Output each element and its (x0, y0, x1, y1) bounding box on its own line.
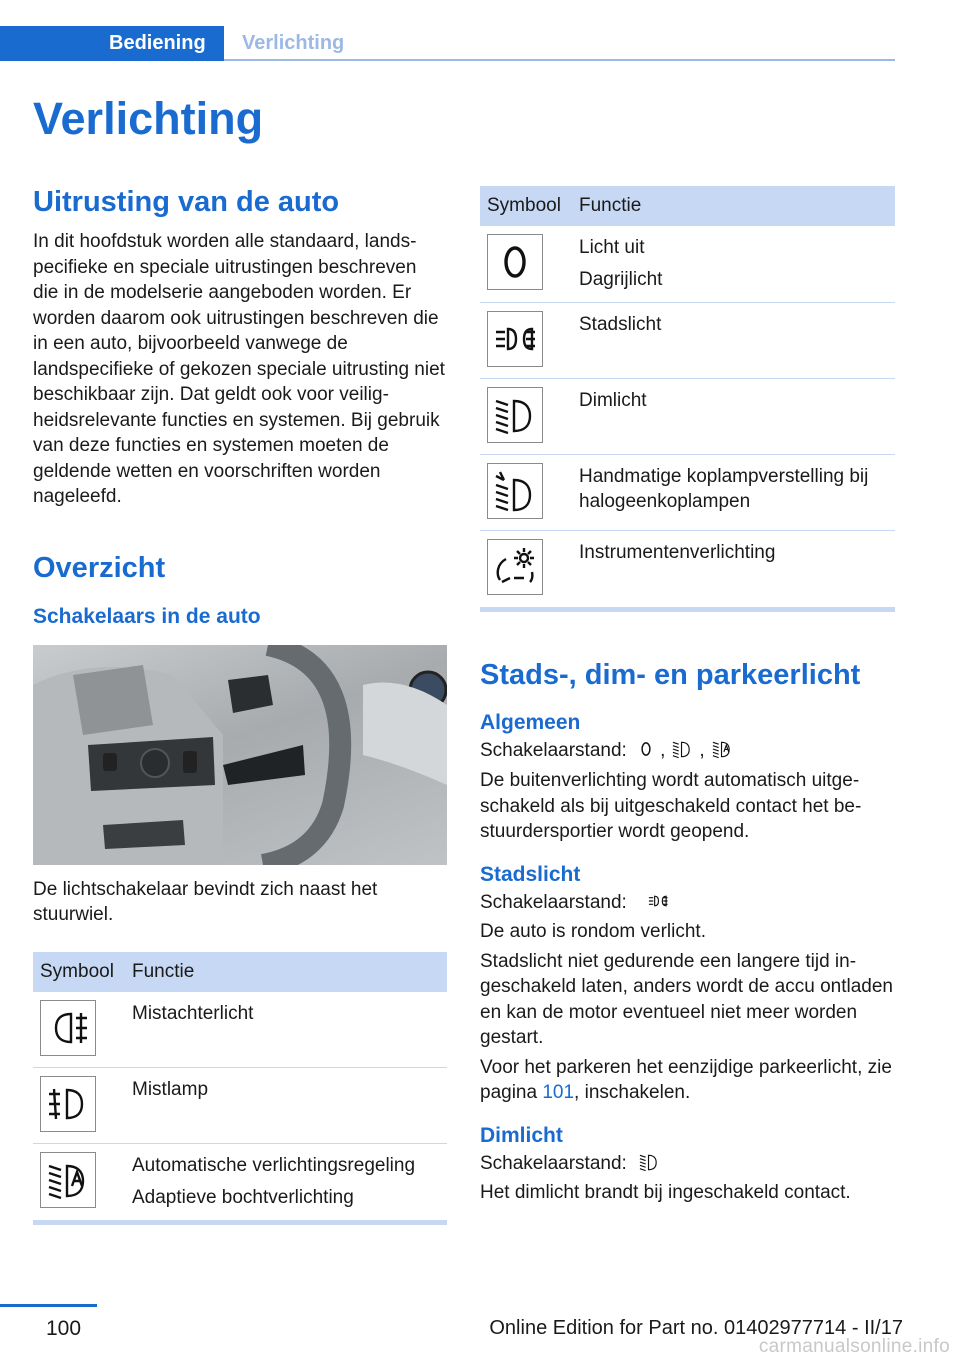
low-beam-icon (487, 387, 543, 443)
function-label: Mistachterlicht (132, 1002, 254, 1024)
tab-bediening[interactable]: Bediening (0, 26, 224, 61)
table-end-rule (33, 1220, 447, 1225)
photo-caption: De lichtschakelaar bevindt zich naast het stuurwiel. (33, 878, 378, 925)
table-row (480, 455, 895, 531)
switch-position-line: Schakelaarstand: (480, 1151, 895, 1177)
parking-light-icon (487, 311, 543, 367)
function-label: Dagrijlicht (579, 269, 663, 290)
stadslicht-paragraph-2: Stadslicht niet gedurende een langere tijd ingeschakeld laten, anders wordt de accu ontladen en kan de motor eventueel niet meer worden gestart. (480, 950, 893, 1048)
dashboard-photo (33, 645, 447, 865)
function-label: Handmatige koplampverstelling bij halogeenkoplampen (579, 466, 869, 512)
table-row (33, 1144, 447, 1221)
front-fog-light-icon (40, 1076, 96, 1132)
instrument-lighting-icon (487, 539, 543, 595)
subsection-title-stadslicht: Stadslicht (480, 862, 581, 886)
function-label: Stadslicht (579, 314, 662, 335)
switch-position-line: Schakelaarstand: (480, 890, 895, 916)
algemeen-paragraph: De buitenverlichting wordt automatisch uitgeschakeld als bij uitgeschakeld contact het bestuurdersportier wordt geopend. (480, 770, 862, 842)
function-label: Adaptieve bochtverlichting (132, 1187, 354, 1208)
watermark: carmanualsonline.info (758, 1336, 950, 1357)
function-label: Licht uit (579, 237, 645, 258)
right-column (480, 186, 895, 1206)
section-title-overzicht: Overzicht (33, 551, 166, 584)
col-functie: Functie (125, 952, 447, 992)
col-symbool: Symbool (480, 186, 572, 226)
dimlicht-paragraph: Het dimlicht brandt bij ingeschakeld contact. (480, 1182, 851, 1203)
function-label: Instrumentenverlichting (579, 542, 776, 563)
switch-position-line: Schakelaarstand: , , (480, 738, 895, 764)
edition-note: Online Edition for Part no. 01402977714 - II/17 (489, 1317, 903, 1339)
col-functie: Functie (572, 186, 895, 226)
auto-headlight-icon (709, 738, 735, 760)
function-label: Dimlicht (579, 390, 647, 411)
table-row (33, 992, 447, 1068)
auto-headlight-icon (40, 1152, 96, 1208)
table-end-rule (480, 607, 895, 612)
parking-light-icon (669, 738, 695, 760)
section-title-uitrusting: Uitrusting van de auto (33, 186, 340, 218)
zero-position-icon (487, 234, 543, 290)
table-row (480, 379, 895, 455)
function-label: Automatische verlichtingsregeling (132, 1155, 416, 1176)
page-link[interactable]: 101 (542, 1082, 575, 1103)
tab-verlichting[interactable]: Verlichting (242, 32, 345, 54)
table-row (480, 226, 895, 303)
parking-light-icon (636, 890, 680, 912)
subsection-title-dimlicht: Dimlicht (480, 1123, 563, 1147)
subsection-title-schakelaars: Schakelaars in de auto (33, 604, 261, 628)
header-divider (224, 59, 895, 61)
stadslicht-paragraph-1: De auto is rondom verlicht. (480, 921, 706, 942)
subsection-title-algemeen: Algemeen (480, 710, 581, 734)
headlight-range-icon (487, 463, 543, 519)
table-row (480, 531, 895, 607)
left-column (33, 183, 447, 1225)
left-symbol-table (33, 952, 447, 1221)
page-title: Verlichting (33, 93, 264, 144)
intro-paragraph: In dit hoofdstuk worden alle standaard, landspecifieke en speciale uitrustingen beschreven die in de modelserie aangeboden worden. Er worden daarom ook uitrustingen beschreven die in een auto, bijvoorbeeld vanwege de landspecifieke of gekozen speciale uitrusting niet beschikbaar zijn. Dat geldt ook voor veiligheidsrelevante functies en systemen. Bij gebruik van deze functies en systemen moeten de geldende wetten en voorschriften worden nageleefd. (33, 231, 445, 507)
table-row (33, 1068, 447, 1144)
table-row (480, 303, 895, 379)
rear-fog-light-icon (40, 1000, 96, 1056)
col-symbool: Symbool (33, 952, 125, 992)
header-tabs (0, 26, 895, 62)
function-label: Mistlamp (132, 1079, 209, 1100)
section-title-stadslicht: Stads-, dim- en parkeerlicht (480, 658, 861, 691)
low-beam-icon (636, 1151, 662, 1173)
right-symbol-table (480, 186, 895, 607)
page-number: 100 (46, 1317, 82, 1340)
zero-position-icon (636, 738, 656, 760)
footer-rule (0, 1304, 97, 1307)
stadslicht-paragraph-3: Voor het parkeren het eenzijdige parkeerlicht, zie pagina 101, inschakelen. (480, 1056, 892, 1103)
